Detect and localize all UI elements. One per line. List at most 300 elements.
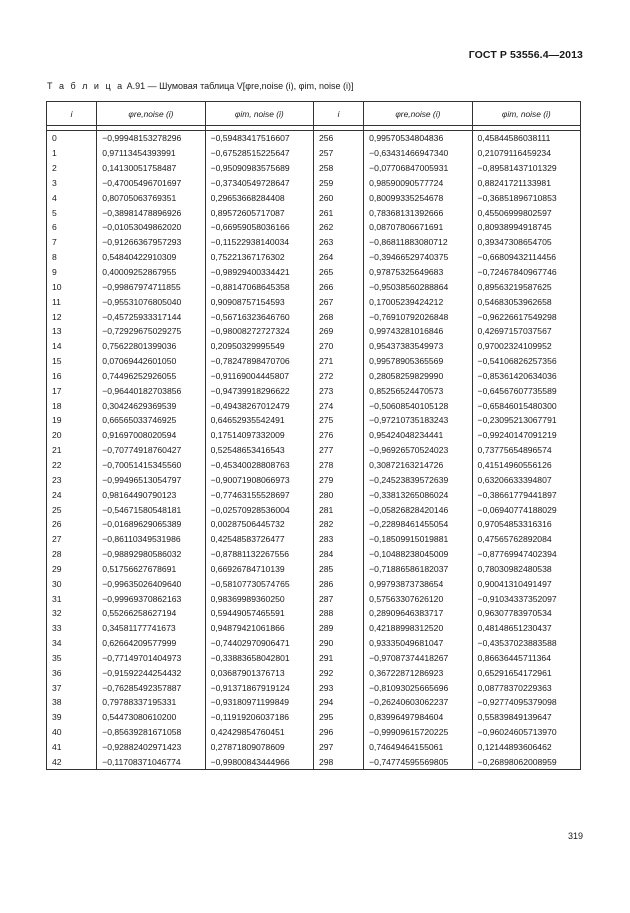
table-row [47, 576, 581, 591]
index-cell-2: 267 [313, 294, 363, 309]
table-row [47, 265, 581, 280]
document-standard-number: ГОСТ Р 53556.4—2013 [468, 49, 583, 61]
re-value-cell: 0,74496252926055 [97, 369, 205, 384]
re-value-cell-2: −0,95038560288864 [364, 279, 472, 294]
index-cell: 38 [47, 695, 97, 710]
index-cell: 14 [47, 339, 97, 354]
re-value-cell: −0,99867974711855 [97, 279, 205, 294]
index-cell-2: 298 [313, 754, 363, 769]
im-value-cell: −0,74402970906471 [205, 636, 313, 651]
table-row [47, 458, 581, 473]
im-value-cell: −0,49438267012479 [205, 398, 313, 413]
index-cell-2: 272 [313, 369, 363, 384]
re-value-cell-2: 0,97875325649683 [364, 265, 472, 280]
re-value-cell-2: 0,99578905365569 [364, 354, 472, 369]
im-value-cell-2: −0,36851896710853 [472, 190, 580, 205]
index-cell-2: 286 [313, 576, 363, 591]
im-value-cell: −0,58107730574765 [205, 576, 313, 591]
index-cell-2: 279 [313, 472, 363, 487]
im-value-cell: 0,03687901376713 [205, 665, 313, 680]
column-header-i-2: i [313, 102, 363, 126]
re-value-cell-2: −0,76910792026848 [364, 309, 472, 324]
re-value-cell: 0,62664209577999 [97, 636, 205, 651]
im-value-cell: −0,91371867919124 [205, 680, 313, 695]
re-value-cell: −0,92882402971423 [97, 740, 205, 755]
im-value-cell: 0,66926784710139 [205, 561, 313, 576]
re-value-cell: −0,91592244254432 [97, 665, 205, 680]
index-cell-2: 283 [313, 532, 363, 547]
table-caption-label: Т а б л и ц а [47, 81, 125, 91]
im-value-cell-2: −0,91034337352097 [472, 591, 580, 606]
table-caption [47, 81, 354, 91]
table-row [47, 443, 581, 458]
index-cell: 25 [47, 502, 97, 517]
index-cell-2: 292 [313, 665, 363, 680]
index-cell-2: 290 [313, 636, 363, 651]
index-cell: 34 [47, 636, 97, 651]
re-value-cell-2: −0,96926570524023 [364, 443, 472, 458]
re-value-cell: 0,34581177741673 [97, 621, 205, 636]
index-cell: 23 [47, 472, 97, 487]
re-value-cell: −0,54671580548181 [97, 502, 205, 517]
index-cell-2: 271 [313, 354, 363, 369]
im-value-cell-2: −0,26898062008959 [472, 754, 580, 769]
re-value-cell-2: −0,10488238045009 [364, 547, 472, 562]
index-cell: 8 [47, 250, 97, 265]
table-row [47, 502, 581, 517]
table-row [47, 651, 581, 666]
im-value-cell: −0,88147068645358 [205, 279, 313, 294]
re-value-cell-2: −0,22898461455054 [364, 517, 472, 532]
im-value-cell-2: −0,99240147091219 [472, 428, 580, 443]
table-row [47, 591, 581, 606]
column-header-im: φim, noise (i) [205, 102, 313, 126]
im-value-cell: −0,93180971199849 [205, 695, 313, 710]
im-value-cell-2: −0,96024605713970 [472, 725, 580, 740]
re-value-cell-2: −0,18509915019881 [364, 532, 472, 547]
im-value-cell-2: 0,65291654172961 [472, 665, 580, 680]
index-cell: 35 [47, 651, 97, 666]
re-value-cell: −0,01053049862020 [97, 220, 205, 235]
re-value-cell: 0,54473080610200 [97, 710, 205, 725]
re-value-cell-2: 0,28909646383717 [364, 606, 472, 621]
table-caption-number: А.91 [126, 81, 146, 91]
table-row [47, 235, 581, 250]
im-value-cell-2: 0,63206633394807 [472, 472, 580, 487]
re-value-cell: −0,99496513054797 [97, 472, 205, 487]
index-cell-2: 261 [313, 205, 363, 220]
re-value-cell-2: 0,98590090577724 [364, 176, 472, 191]
index-cell: 9 [47, 265, 97, 280]
index-cell-2: 296 [313, 725, 363, 740]
re-value-cell: −0,70774918760427 [97, 443, 205, 458]
index-cell-2: 295 [313, 710, 363, 725]
table-row [47, 205, 581, 220]
column-header-re: φre,noise (i) [97, 102, 205, 126]
index-cell-2: 284 [313, 547, 363, 562]
table-row [47, 561, 581, 576]
index-cell-2: 260 [313, 190, 363, 205]
re-value-cell-2: −0,97087374418267 [364, 651, 472, 666]
re-value-cell: 0,80705063769351 [97, 190, 205, 205]
index-cell-2: 274 [313, 398, 363, 413]
re-value-cell-2: −0,86811883080712 [364, 235, 472, 250]
im-value-cell: −0,94739918296622 [205, 383, 313, 398]
re-value-cell-2: 0,74649464155061 [364, 740, 472, 755]
re-value-cell-2: 0,42188998312520 [364, 621, 472, 636]
re-value-cell: −0,86110349531986 [97, 532, 205, 547]
im-value-cell-2: 0,08778370229363 [472, 680, 580, 695]
re-value-cell-2: −0,39466529740375 [364, 250, 472, 265]
im-value-cell-2: 0,45506999802597 [472, 205, 580, 220]
im-value-cell: −0,99800843444966 [205, 754, 313, 769]
index-cell: 12 [47, 309, 97, 324]
table-row [47, 695, 581, 710]
table-row [47, 176, 581, 191]
index-cell: 11 [47, 294, 97, 309]
im-value-cell: −0,78247898470706 [205, 354, 313, 369]
im-value-cell: −0,59483417516607 [205, 131, 313, 146]
im-value-cell: 0,29653668284408 [205, 190, 313, 205]
im-value-cell-2: 0,12144893606462 [472, 740, 580, 755]
im-value-cell: 0,59449057465591 [205, 606, 313, 621]
im-value-cell-2: −0,87769947402394 [472, 547, 580, 562]
im-value-cell-2: −0,66809432114456 [472, 250, 580, 265]
table-row [47, 665, 581, 680]
index-cell-2: 257 [313, 146, 363, 161]
re-value-cell-2: −0,81093025665696 [364, 680, 472, 695]
index-cell: 27 [47, 532, 97, 547]
re-value-cell: −0,01689629065389 [97, 517, 205, 532]
column-header-im-2: φim, noise (i) [472, 102, 580, 126]
im-value-cell-2: 0,47565762892084 [472, 532, 580, 547]
table-row [47, 250, 581, 265]
im-value-cell: −0,11522938140034 [205, 235, 313, 250]
table-row [47, 754, 581, 769]
table-row [47, 324, 581, 339]
table-row [47, 547, 581, 562]
table-row [47, 532, 581, 547]
re-value-cell: 0,40009252867955 [97, 265, 205, 280]
column-header-re-2: φre,noise (i) [364, 102, 472, 126]
im-value-cell-2: −0,65846015480300 [472, 398, 580, 413]
table-row [47, 413, 581, 428]
table-row [47, 190, 581, 205]
table-row [47, 428, 581, 443]
index-cell: 20 [47, 428, 97, 443]
im-value-cell-2: 0,97002324109952 [472, 339, 580, 354]
index-cell: 30 [47, 576, 97, 591]
table-row [47, 517, 581, 532]
im-value-cell: 0,42548583726477 [205, 532, 313, 547]
im-value-cell-2: 0,42697157037567 [472, 324, 580, 339]
im-value-cell-2: 0,78030982480538 [472, 561, 580, 576]
im-value-cell: −0,45340028808763 [205, 458, 313, 473]
re-value-cell: 0,97113454393991 [97, 146, 205, 161]
re-value-cell-2: 0,30872163214726 [364, 458, 472, 473]
index-cell-2: 268 [313, 309, 363, 324]
index-cell: 41 [47, 740, 97, 755]
im-value-cell-2: −0,43537023883588 [472, 636, 580, 651]
im-value-cell-2: 0,97054853316316 [472, 517, 580, 532]
im-value-cell: −0,77463155528697 [205, 487, 313, 502]
re-value-cell: 0,79788337195331 [97, 695, 205, 710]
index-cell-2: 269 [313, 324, 363, 339]
im-value-cell: −0,87881132267556 [205, 547, 313, 562]
re-value-cell-2: 0,78368131392666 [364, 205, 472, 220]
index-cell-2: 280 [313, 487, 363, 502]
im-value-cell-2: −0,54106826257356 [472, 354, 580, 369]
re-value-cell: −0,38981478896926 [97, 205, 205, 220]
re-value-cell: 0,91697008020594 [97, 428, 205, 443]
re-value-cell-2: −0,07706847005931 [364, 161, 472, 176]
table-row [47, 131, 581, 146]
im-value-cell: −0,66959058036166 [205, 220, 313, 235]
column-header-i: i [47, 102, 97, 126]
im-value-cell-2: 0,89563219587625 [472, 279, 580, 294]
index-cell: 3 [47, 176, 97, 191]
table-caption-text: Шумовая таблица V[φre,noise (i), φim, noise (i)] [159, 81, 354, 91]
re-value-cell: −0,99948153278296 [97, 131, 205, 146]
im-value-cell-2: 0,55839849139647 [472, 710, 580, 725]
re-value-cell-2: 0,95437383549973 [364, 339, 472, 354]
index-cell: 32 [47, 606, 97, 621]
im-value-cell: −0,56716323646760 [205, 309, 313, 324]
index-cell: 4 [47, 190, 97, 205]
im-value-cell-2: 0,86636445711364 [472, 651, 580, 666]
im-value-cell: −0,95090983575689 [205, 161, 313, 176]
im-value-cell-2: 0,45844586038111 [472, 131, 580, 146]
im-value-cell-2: 0,21079116459234 [472, 146, 580, 161]
table-row [47, 146, 581, 161]
index-cell: 5 [47, 205, 97, 220]
im-value-cell-2: −0,72467840967746 [472, 265, 580, 280]
index-cell: 39 [47, 710, 97, 725]
index-cell-2: 277 [313, 443, 363, 458]
im-value-cell-2: 0,48148651230437 [472, 621, 580, 636]
im-value-cell-2: −0,89581437101329 [472, 161, 580, 176]
index-cell-2: 264 [313, 250, 363, 265]
re-value-cell: 0,51756627678691 [97, 561, 205, 576]
im-value-cell-2: −0,06940774188029 [472, 502, 580, 517]
im-value-cell-2: −0,38661779441897 [472, 487, 580, 502]
index-cell-2: 291 [313, 651, 363, 666]
im-value-cell-2: 0,80938994918745 [472, 220, 580, 235]
table-row [47, 710, 581, 725]
table-row [47, 621, 581, 636]
re-value-cell-2: −0,26240603062237 [364, 695, 472, 710]
im-value-cell: 0,94879421061866 [205, 621, 313, 636]
index-cell: 1 [47, 146, 97, 161]
index-cell: 28 [47, 547, 97, 562]
table-row [47, 740, 581, 755]
re-value-cell-2: 0,93335049681047 [364, 636, 472, 651]
re-value-cell-2: −0,33813265086024 [364, 487, 472, 502]
re-value-cell-2: 0,08707806671691 [364, 220, 472, 235]
index-cell-2: 287 [313, 591, 363, 606]
index-cell: 37 [47, 680, 97, 695]
re-value-cell: −0,70051415345560 [97, 458, 205, 473]
re-value-cell-2: 0,99743281016846 [364, 324, 472, 339]
re-value-cell: −0,96440182703856 [97, 383, 205, 398]
index-cell: 16 [47, 369, 97, 384]
table-row [47, 220, 581, 235]
index-cell: 36 [47, 665, 97, 680]
index-cell: 24 [47, 487, 97, 502]
re-value-cell: −0,11708371046774 [97, 754, 205, 769]
index-cell-2: 285 [313, 561, 363, 576]
re-value-cell: 0,98164490790123 [97, 487, 205, 502]
im-value-cell-2: −0,92774095379098 [472, 695, 580, 710]
table-caption-dash: — [147, 81, 157, 91]
table-row [47, 606, 581, 621]
re-value-cell-2: 0,95424048234441 [364, 428, 472, 443]
re-value-cell: −0,76285492357887 [97, 680, 205, 695]
index-cell: 26 [47, 517, 97, 532]
index-cell: 29 [47, 561, 97, 576]
re-value-cell: 0,55266258627194 [97, 606, 205, 621]
table-row [47, 279, 581, 294]
re-value-cell: −0,72929675029275 [97, 324, 205, 339]
index-cell-2: 276 [313, 428, 363, 443]
im-value-cell: 0,75221367176302 [205, 250, 313, 265]
table-row [47, 294, 581, 309]
index-cell: 19 [47, 413, 97, 428]
table-row [47, 354, 581, 369]
im-value-cell: −0,90071908066973 [205, 472, 313, 487]
im-value-cell: 0,00287506445732 [205, 517, 313, 532]
index-cell-2: 270 [313, 339, 363, 354]
im-value-cell: 0,89572605717087 [205, 205, 313, 220]
re-value-cell-2: 0,85256524470573 [364, 383, 472, 398]
re-value-cell: 0,75622801399036 [97, 339, 205, 354]
im-value-cell: −0,91169004445807 [205, 369, 313, 384]
re-value-cell: −0,77149701404973 [97, 651, 205, 666]
re-value-cell-2: 0,28058259829990 [364, 369, 472, 384]
re-value-cell-2: −0,50608540105128 [364, 398, 472, 413]
im-value-cell-2: 0,88241721133981 [472, 176, 580, 191]
im-value-cell: 0,90908757154593 [205, 294, 313, 309]
table-row [47, 161, 581, 176]
re-value-cell: −0,91266367957293 [97, 235, 205, 250]
re-value-cell: 0,14130051758487 [97, 161, 205, 176]
re-value-cell-2: 0,99570534804836 [364, 131, 472, 146]
index-cell-2: 288 [313, 606, 363, 621]
table-row [47, 725, 581, 740]
index-cell: 7 [47, 235, 97, 250]
im-value-cell: −0,37340549728647 [205, 176, 313, 191]
im-value-cell: −0,67528515225647 [205, 146, 313, 161]
index-cell-2: 273 [313, 383, 363, 398]
im-value-cell: −0,02570928536004 [205, 502, 313, 517]
index-cell: 33 [47, 621, 97, 636]
re-value-cell-2: −0,05826828420146 [364, 502, 472, 517]
index-cell: 31 [47, 591, 97, 606]
im-value-cell-2: −0,23095213067791 [472, 413, 580, 428]
index-cell: 18 [47, 398, 97, 413]
re-value-cell: −0,47005496701697 [97, 176, 205, 191]
im-value-cell: −0,98929400334421 [205, 265, 313, 280]
table-row [47, 309, 581, 324]
re-value-cell: −0,98892980586032 [97, 547, 205, 562]
index-cell-2: 265 [313, 265, 363, 280]
im-value-cell-2: 0,73775654896574 [472, 443, 580, 458]
re-value-cell-2: 0,57563307626120 [364, 591, 472, 606]
index-cell: 6 [47, 220, 97, 235]
index-cell-2: 266 [313, 279, 363, 294]
re-value-cell-2: 0,36722871286923 [364, 665, 472, 680]
re-value-cell: −0,85639281671058 [97, 725, 205, 740]
re-value-cell: −0,99969370862163 [97, 591, 205, 606]
im-value-cell-2: −0,96226617549298 [472, 309, 580, 324]
re-value-cell-2: 0,99793873738654 [364, 576, 472, 591]
index-cell-2: 294 [313, 695, 363, 710]
index-cell-2: 275 [313, 413, 363, 428]
re-value-cell-2: 0,80099335254678 [364, 190, 472, 205]
re-value-cell: 0,07069442601050 [97, 354, 205, 369]
table-row [47, 636, 581, 651]
index-cell-2: 278 [313, 458, 363, 473]
re-value-cell-2: 0,83996497984604 [364, 710, 472, 725]
im-value-cell-2: 0,96307783970534 [472, 606, 580, 621]
re-value-cell: −0,95531076805040 [97, 294, 205, 309]
table-row [47, 398, 581, 413]
re-value-cell: 0,30424629369539 [97, 398, 205, 413]
re-value-cell-2: −0,24523839572639 [364, 472, 472, 487]
im-value-cell: −0,98008272727324 [205, 324, 313, 339]
index-cell-2: 281 [313, 502, 363, 517]
index-cell-2: 263 [313, 235, 363, 250]
table-row [47, 339, 581, 354]
im-value-cell-2: −0,85361420634036 [472, 369, 580, 384]
noise-table [46, 101, 581, 770]
im-value-cell-2: 0,90041310491497 [472, 576, 580, 591]
index-cell-2: 259 [313, 176, 363, 191]
index-cell-2: 258 [313, 161, 363, 176]
im-value-cell: 0,17514097332009 [205, 428, 313, 443]
table-header-row [47, 102, 581, 126]
index-cell: 15 [47, 354, 97, 369]
index-cell: 2 [47, 161, 97, 176]
table-row [47, 383, 581, 398]
index-cell-2: 293 [313, 680, 363, 695]
table-row [47, 472, 581, 487]
index-cell: 42 [47, 754, 97, 769]
index-cell-2: 256 [313, 131, 363, 146]
index-cell-2: 262 [313, 220, 363, 235]
im-value-cell: 0,42429854760451 [205, 725, 313, 740]
im-value-cell-2: 0,54683053962658 [472, 294, 580, 309]
index-cell: 13 [47, 324, 97, 339]
im-value-cell: 0,27871809078609 [205, 740, 313, 755]
re-value-cell-2: −0,71886586182037 [364, 561, 472, 576]
im-value-cell: 0,98369989360250 [205, 591, 313, 606]
index-cell: 10 [47, 279, 97, 294]
re-value-cell-2: −0,63431466947340 [364, 146, 472, 161]
re-value-cell: 0,54840422910309 [97, 250, 205, 265]
index-cell-2: 289 [313, 621, 363, 636]
index-cell: 40 [47, 725, 97, 740]
index-cell-2: 297 [313, 740, 363, 755]
im-value-cell: 0,52548653416543 [205, 443, 313, 458]
im-value-cell: 0,64652935542491 [205, 413, 313, 428]
im-value-cell-2: 0,41514960556126 [472, 458, 580, 473]
re-value-cell-2: 0,17005239424212 [364, 294, 472, 309]
im-value-cell: −0,33883658042801 [205, 651, 313, 666]
re-value-cell-2: −0,74774595569805 [364, 754, 472, 769]
im-value-cell-2: −0,64567607735589 [472, 383, 580, 398]
im-value-cell-2: 0,39347308654705 [472, 235, 580, 250]
